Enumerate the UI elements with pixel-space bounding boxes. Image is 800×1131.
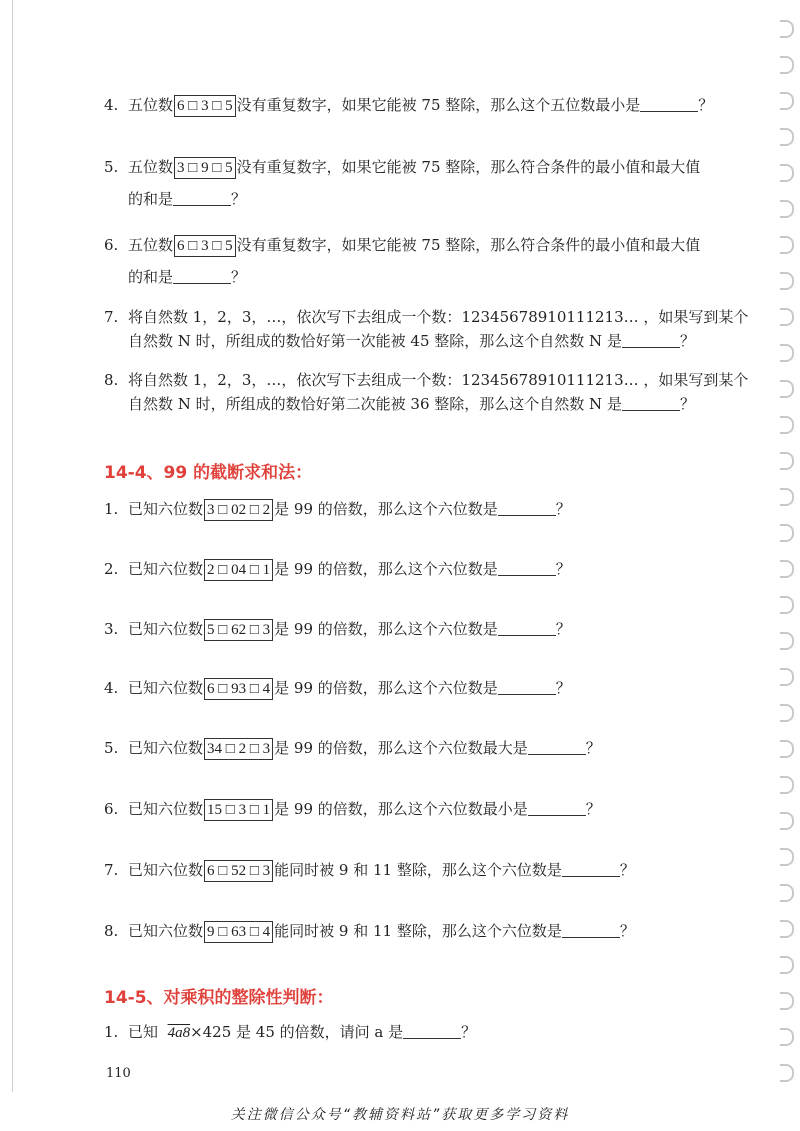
s2-question-3: 3. 已知六位数 5 □ 62 □ 3 是 99 的倍数，那么这个六位数是 ？ [104,615,571,643]
section-heading-14-5: 14-5、对乘积的整除性判断： [104,988,334,1008]
footer-note: 关注微信公众号“教辅资料站”获取更多学习资料 [230,1107,570,1123]
number-box: 15 □ 3 □ 1 [204,799,273,821]
answer-blank [622,394,680,411]
answer-blank [498,559,556,576]
question-6-line2: 的和是 ？ [128,268,247,286]
page-number: 110 [106,1066,131,1081]
number-box: 9 □ 63 □ 4 [204,921,273,943]
number-box: 6 □ 93 □ 4 [204,678,273,700]
s2-question-8: 8. 已知六位数 9 □ 63 □ 4 能同时被 9 和 11 整除，那么这个六位数是 ？ [104,917,635,945]
question-5: 5. 五位数 3 □ 9 □ 5 没有重复数字，如果它能被 75 整除，那么符合条件的最小值和最大值 [104,153,700,181]
number-box: 34 □ 2 □ 3 [204,738,273,760]
question-4: 4. 五位数 6 □ 3 □ 5 没有重复数字，如果它能被 75 整除，那么这个五位数最小是 ？ [104,91,713,119]
answer-blank [498,678,556,695]
question-8-line2: 自然数 N 时，所组成的数恰好第二次能被 36 整除，那么这个自然数 N 是 ？ [128,395,695,413]
question-7: 7. 将自然数 1，2，3，…，依次写下去组成一个数：12345678910111213… ，如果写到某个 [104,308,749,326]
answer-blank [498,619,556,636]
answer-blank [498,499,556,516]
answer-blank [403,1022,461,1039]
number-box: 3 □ 02 □ 2 [204,499,273,521]
s3-question-1: 1. 已知 4a8×425 是 45 的倍数，请问 a 是 ？ [104,1023,477,1041]
question-7-line2: 自然数 N 时，所组成的数恰好第一次能被 45 整除，那么这个自然数 N 是 ？ [128,332,695,350]
question-6: 6. 五位数 6 □ 3 □ 5 没有重复数字，如果它能被 75 整除，那么符合条件的最小值和最大值 [104,231,700,259]
answer-blank [640,95,698,112]
answer-blank [173,189,231,206]
answer-blank [562,860,620,877]
s2-question-1: 1. 已知六位数 3 □ 02 □ 2 是 99 的倍数，那么这个六位数是 ？ [104,495,571,523]
section-heading-14-4: 14-4、99 的截断求和法： [104,463,313,483]
s2-question-6: 6. 已知六位数 15 □ 3 □ 1 是 99 的倍数，那么这个六位数最小是 ？ [104,795,601,823]
s2-question-7: 7. 已知六位数 6 □ 52 □ 3 能同时被 9 和 11 整除，那么这个六位数是 ？ [104,856,635,884]
overline-number: 4a8 [167,1025,191,1041]
question-5-line2: 的和是 ？ [128,190,247,208]
answer-blank [528,799,586,816]
number-box: 3 □ 9 □ 5 [174,157,236,179]
answer-blank [528,738,586,755]
spiral-binding [772,20,794,1080]
answer-blank [622,331,680,348]
s2-question-4: 4. 已知六位数 6 □ 93 □ 4 是 99 的倍数，那么这个六位数是 ？ [104,674,571,702]
s2-question-5: 5. 已知六位数 34 □ 2 □ 3 是 99 的倍数，那么这个六位数最大是 ？ [104,734,601,762]
s2-question-2: 2. 已知六位数 2 □ 04 □ 1 是 99 的倍数，那么这个六位数是 ？ [104,555,571,583]
number-box: 6 □ 52 □ 3 [204,860,273,882]
number-box: 6 □ 3 □ 5 [174,235,236,257]
question-8: 8. 将自然数 1，2，3，…，依次写下去组成一个数：12345678910111213… ，如果写到某个 [104,371,749,389]
number-box: 6 □ 3 □ 5 [174,95,236,117]
answer-blank [173,267,231,284]
answer-blank [562,921,620,938]
number-box: 5 □ 62 □ 3 [204,619,273,641]
number-box: 2 □ 04 □ 1 [204,559,273,581]
